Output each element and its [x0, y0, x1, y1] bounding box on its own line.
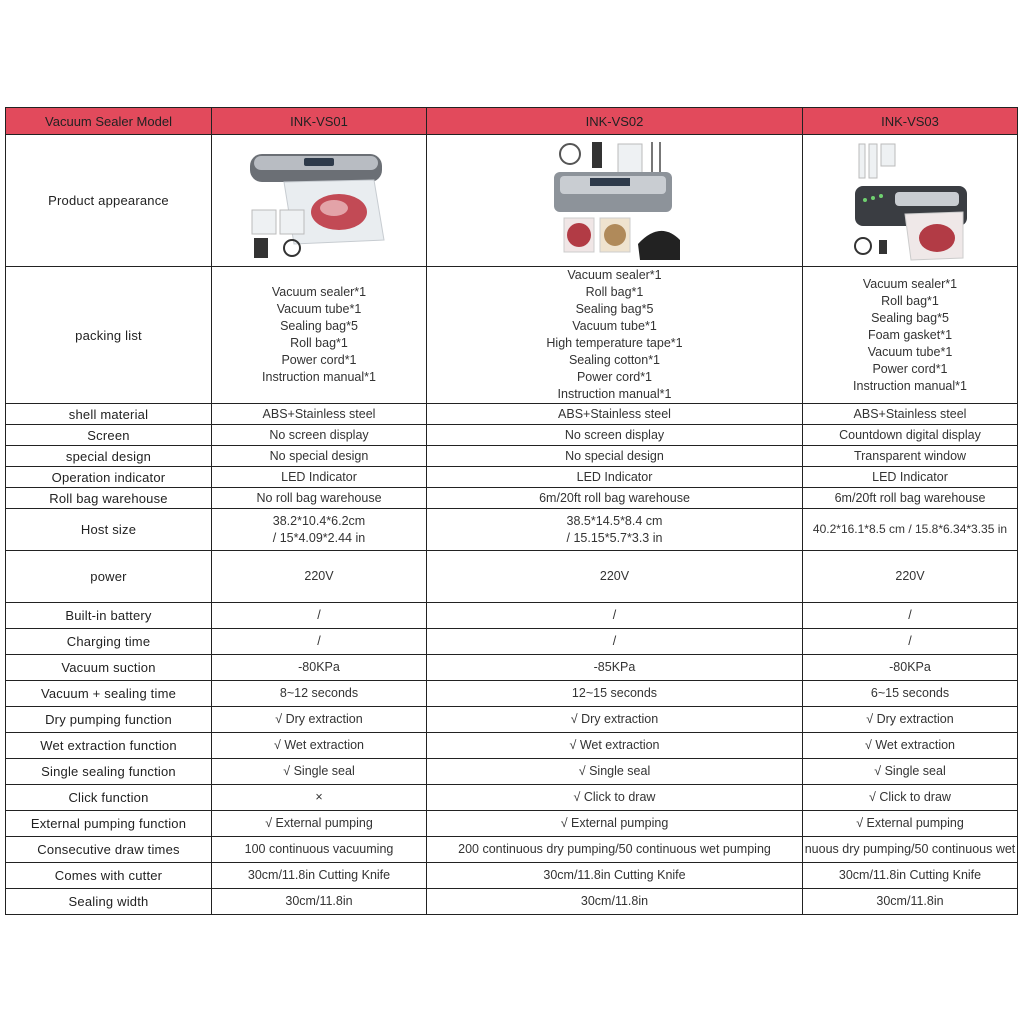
cell-vs03: /	[803, 603, 1018, 629]
table-row	[6, 707, 1018, 733]
row-label: special design	[6, 446, 212, 467]
cell-vs03: 6m/20ft roll bag warehouse	[803, 488, 1018, 509]
product-image-vs02	[427, 135, 803, 267]
row-label: External pumping function	[6, 811, 212, 837]
table-row	[6, 629, 1018, 655]
cell-vs03: 220V	[803, 551, 1018, 603]
cell-vs01: 8~12 seconds	[212, 681, 427, 707]
header-label: Vacuum Sealer Model	[6, 108, 212, 135]
cell-vs01: 220V	[212, 551, 427, 603]
row-label: Single sealing function	[6, 759, 212, 785]
cell-vs03: 6~15 seconds	[803, 681, 1018, 707]
list-item: Vacuum sealer*1	[567, 268, 662, 282]
cell-vs01: No screen display	[212, 425, 427, 446]
row-label: Built-in battery	[6, 603, 212, 629]
cell-vs03: √ Click to draw	[803, 785, 1018, 811]
table-row	[6, 785, 1018, 811]
cell-vs01: LED Indicator	[212, 467, 427, 488]
row-label: Charging time	[6, 629, 212, 655]
row-label: Host size	[6, 509, 212, 551]
cell-vs02: 200 continuous dry pumping/50 continuous wet pumping	[427, 837, 803, 863]
size-line: 38.5*14.5*8.4 cm	[566, 513, 663, 528]
cell-vs03: LED Indicator	[803, 467, 1018, 488]
cell-vs03: 30cm/11.8in Cutting Knife	[803, 863, 1018, 889]
row-label: shell material	[6, 404, 212, 425]
table-row	[6, 551, 1018, 603]
cell-vs02: 220V	[427, 551, 803, 603]
model-vs03: INK-VS03	[803, 108, 1018, 135]
cell-vs01: 30cm/11.8in	[212, 889, 427, 915]
list-item: Power cord*1	[872, 361, 948, 376]
cell-vs02: No special design	[427, 446, 803, 467]
table-row	[6, 681, 1018, 707]
cell-vs03: 40.2*16.1*8.5 cm / 15.8*6.34*3.35 in	[803, 509, 1018, 551]
row-label: Vacuum + sealing time	[6, 681, 212, 707]
table-row	[6, 404, 1018, 425]
spec-comparison-table	[5, 107, 1018, 915]
cell-vs02: 6m/20ft roll bag warehouse	[427, 488, 803, 509]
list-item: Instruction manual*1	[262, 370, 376, 384]
row-label: Dry pumping function	[6, 707, 212, 733]
cell-vs02: LED Indicator	[427, 467, 803, 488]
table-row	[6, 759, 1018, 785]
list-item: Sealing bag*5	[280, 319, 358, 333]
table-row	[6, 488, 1018, 509]
cell-vs01: -80KPa	[212, 655, 427, 681]
cell-vs01: 100 continuous vacuuming	[212, 837, 427, 863]
cell-vs02: √ Click to draw	[427, 785, 803, 811]
cell-vs03: √ Wet extraction	[803, 733, 1018, 759]
table-row	[6, 811, 1018, 837]
packing-list-vs01	[212, 267, 427, 404]
row-label: packing list	[6, 267, 212, 404]
row-label: Consecutive draw times	[6, 837, 212, 863]
cell-vs02: No screen display	[427, 425, 803, 446]
list-item: Sealing cotton*1	[568, 353, 661, 367]
cell-vs01: ABS+Stainless steel	[212, 404, 427, 425]
cell-vs01: /	[212, 603, 427, 629]
row-label: Roll bag warehouse	[6, 488, 212, 509]
list-item: Instruction manual*1	[557, 387, 672, 401]
cell-vs02: 30cm/11.8in	[427, 889, 803, 915]
cell-vs03: 30cm/11.8in	[803, 889, 1018, 915]
cell-vs03: Transparent window	[803, 446, 1018, 467]
cell-vs03: √ Dry extraction	[803, 707, 1018, 733]
list-item: Vacuum tube*1	[867, 344, 953, 359]
row-label: Screen	[6, 425, 212, 446]
table-row	[6, 889, 1018, 915]
list-item: Roll bag*1	[585, 285, 644, 299]
cell-vs03: -80KPa	[803, 655, 1018, 681]
list-item: Vacuum tube*1	[572, 319, 657, 333]
row-label: power	[6, 551, 212, 603]
cell-vs02: √ Dry extraction	[427, 707, 803, 733]
row-label: Comes with cutter	[6, 863, 212, 889]
cell-vs03: Countdown digital display	[803, 425, 1018, 446]
size-line: / 15.15*5.7*3.3 in	[566, 530, 663, 545]
table-row	[6, 863, 1018, 889]
cell-vs02: 30cm/11.8in Cutting Knife	[427, 863, 803, 889]
list-item: Vacuum sealer*1	[271, 285, 367, 299]
list-item: Power cord*1	[281, 353, 357, 367]
table-row	[6, 603, 1018, 629]
cell-vs03: nuous dry pumping/50 continuous wet	[803, 837, 1018, 863]
row-label: Vacuum suction	[6, 655, 212, 681]
cell-vs02: /	[427, 629, 803, 655]
size-line: / 15*4.09*2.44 in	[272, 530, 366, 545]
cell-vs01: /	[212, 629, 427, 655]
cell-vs03: /	[803, 629, 1018, 655]
size-line: 38.2*10.4*6.2cm	[272, 513, 366, 528]
list-item: Foam gasket*1	[867, 327, 953, 342]
table-row	[6, 655, 1018, 681]
row-label: Click function	[6, 785, 212, 811]
cell-vs02: √ Single seal	[427, 759, 803, 785]
cell-vs01: ×	[212, 785, 427, 811]
cell-vs01: √ Dry extraction	[212, 707, 427, 733]
table-row	[6, 509, 1018, 551]
list-item: Vacuum sealer*1	[862, 276, 958, 291]
table-row	[6, 425, 1018, 446]
cell-vs02: √ External pumping	[427, 811, 803, 837]
model-vs01: INK-VS01	[212, 108, 427, 135]
list-item: High temperature tape*1	[546, 336, 683, 350]
cell-vs02	[427, 509, 803, 551]
cell-vs02: -85KPa	[427, 655, 803, 681]
table-row	[6, 837, 1018, 863]
cell-vs01: No roll bag warehouse	[212, 488, 427, 509]
row-label: Wet extraction function	[6, 733, 212, 759]
appearance-row	[6, 135, 1018, 267]
list-item: Power cord*1	[576, 370, 653, 384]
table-row	[6, 467, 1018, 488]
packing-list-vs02	[427, 267, 803, 404]
header-row	[6, 108, 1018, 135]
cell-vs03: √ Single seal	[803, 759, 1018, 785]
vacuum-sealer-vs01-icon	[244, 140, 394, 262]
row-label: Product appearance	[6, 135, 212, 267]
cell-vs02: √ Wet extraction	[427, 733, 803, 759]
list-item: Sealing bag*5	[871, 310, 949, 325]
row-label: Sealing width	[6, 889, 212, 915]
cell-vs01: 30cm/11.8in Cutting Knife	[212, 863, 427, 889]
list-item: Roll bag*1	[881, 293, 939, 308]
table-row	[6, 733, 1018, 759]
table-row	[6, 446, 1018, 467]
product-image-vs03	[803, 135, 1018, 267]
packing-list-vs03	[803, 267, 1018, 404]
cell-vs03: √ External pumping	[803, 811, 1018, 837]
cell-vs01: No special design	[212, 446, 427, 467]
vacuum-sealer-vs02-icon	[540, 140, 690, 262]
list-item: Instruction manual*1	[853, 378, 967, 393]
packing-row	[6, 267, 1018, 404]
list-item: Roll bag*1	[290, 336, 348, 350]
cell-vs02: /	[427, 603, 803, 629]
cell-vs01: √ Single seal	[212, 759, 427, 785]
vacuum-sealer-vs03-icon	[835, 140, 985, 262]
list-item: Sealing bag*5	[575, 302, 654, 316]
cell-vs02: ABS+Stainless steel	[427, 404, 803, 425]
cell-vs01: √ External pumping	[212, 811, 427, 837]
row-label: Operation indicator	[6, 467, 212, 488]
cell-vs02: 12~15 seconds	[427, 681, 803, 707]
cell-vs01	[212, 509, 427, 551]
cell-vs03: ABS+Stainless steel	[803, 404, 1018, 425]
cell-vs01: √ Wet extraction	[212, 733, 427, 759]
model-vs02: INK-VS02	[427, 108, 803, 135]
product-image-vs01	[212, 135, 427, 267]
list-item: Vacuum tube*1	[276, 302, 362, 316]
